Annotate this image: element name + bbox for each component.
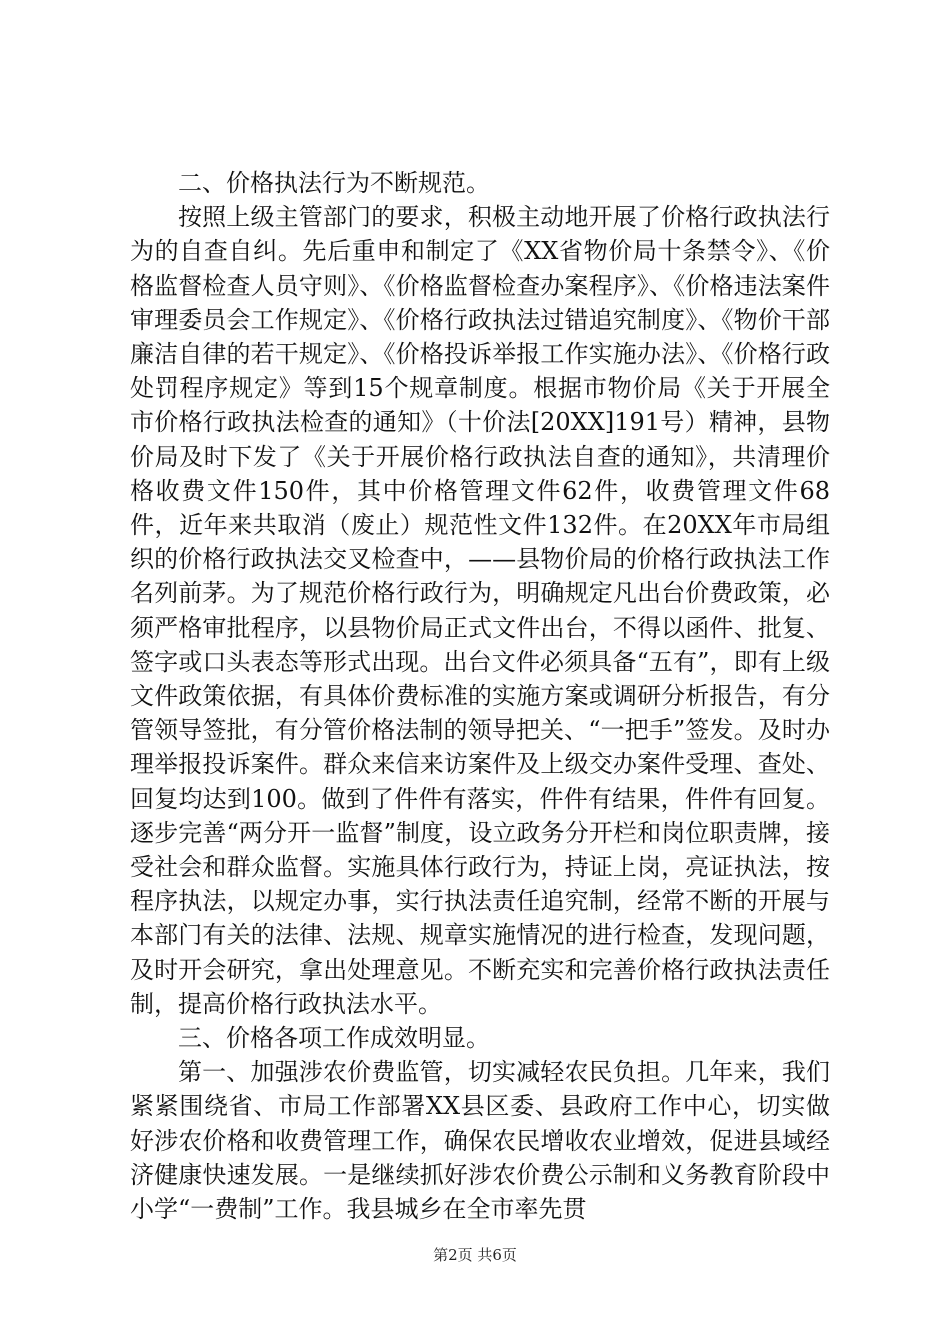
section-heading-3: 三、价格各项工作成效明显。 [178,1024,490,1053]
section-heading-2: 二、价格执法行为不断规范。 [178,169,490,197]
body-paragraph: 第一、加强涉农价费监管，切实减轻农民负担。几年来，我们紧紧围绕省、市局工作部署XX县区委、县政府工作中心，切实做好涉农价格和收费管理工作，确保农民增收农业增效，促进县域经济健康快速发展。一是继续抓好涉农价费公示制和义务教育阶段中小学“一费制”工作。我县城乡在全市率先贯 [130,1058,830,1224]
document-body [130,166,830,1226]
body-paragraph: 按照上级主管部门的要求，积极主动地开展了价格行政执法行为的自查自纠。先后重申和制定了《XX省物价局十条禁令》、《价格监督检查人员守则》、《价格监督检查办案程序》、《价格违法案件审理委员会工作规定》、《价格行政执法过错追究制度》、《物价干部廉洁自律的若干规定》、《价格投诉举报工作实施办法》、《价格行政处罚程序规定》等到15个规章制度。根据市物价局《关于开展全市价格行政执法检查的通知》（十价法[20XX]191号）精神，县物价局及时下发了《关于开展价格行政执法自查的通知》，共清理价格收费文件150件，其中价格管理文件62件，收费管理文件68件，近年来共取消（废止）规范性文件132件。在20XX年市局组织的价格行政执法交叉检查中，——县物价局的价格行政执法工作名列前茅。为了规范价格行政行为，明确规定凡出台价费政策，必须严格审批程序，以县物价局正式文件出台，不得以函件、批复、签字或口头表态等形式出现。出台文件必须具备“五有”，即有上级文件政策依据，有具体价费标准的实施方案或调研分析报告，有分管领导签批，有分管价格法制的领导把关、“一把手”签发。及时办理举报投诉案件。群众来信来访案件及上级交办案件受理、查处、回复均达到100。做到了件件有落实，件件有结果，件件有回复。逐步完善“两分开一监督”制度，设立政务分开栏和岗位职责牌，接受社会和群众监督。实施具体行政行为，持证上岗，亮证执法，按程序执法，以规定办事，实行执法责任追究制，经常不断的开展与本部门有关的法律、法规、规章实施情况的进行检查，发现问题，及时开会研究，拿出处理意见。不断充实和完善价格行政执法责任制，提高价格行政执法水平。 [130,203,830,1018]
page-footer: 第2页 共6页 [433,1246,517,1264]
